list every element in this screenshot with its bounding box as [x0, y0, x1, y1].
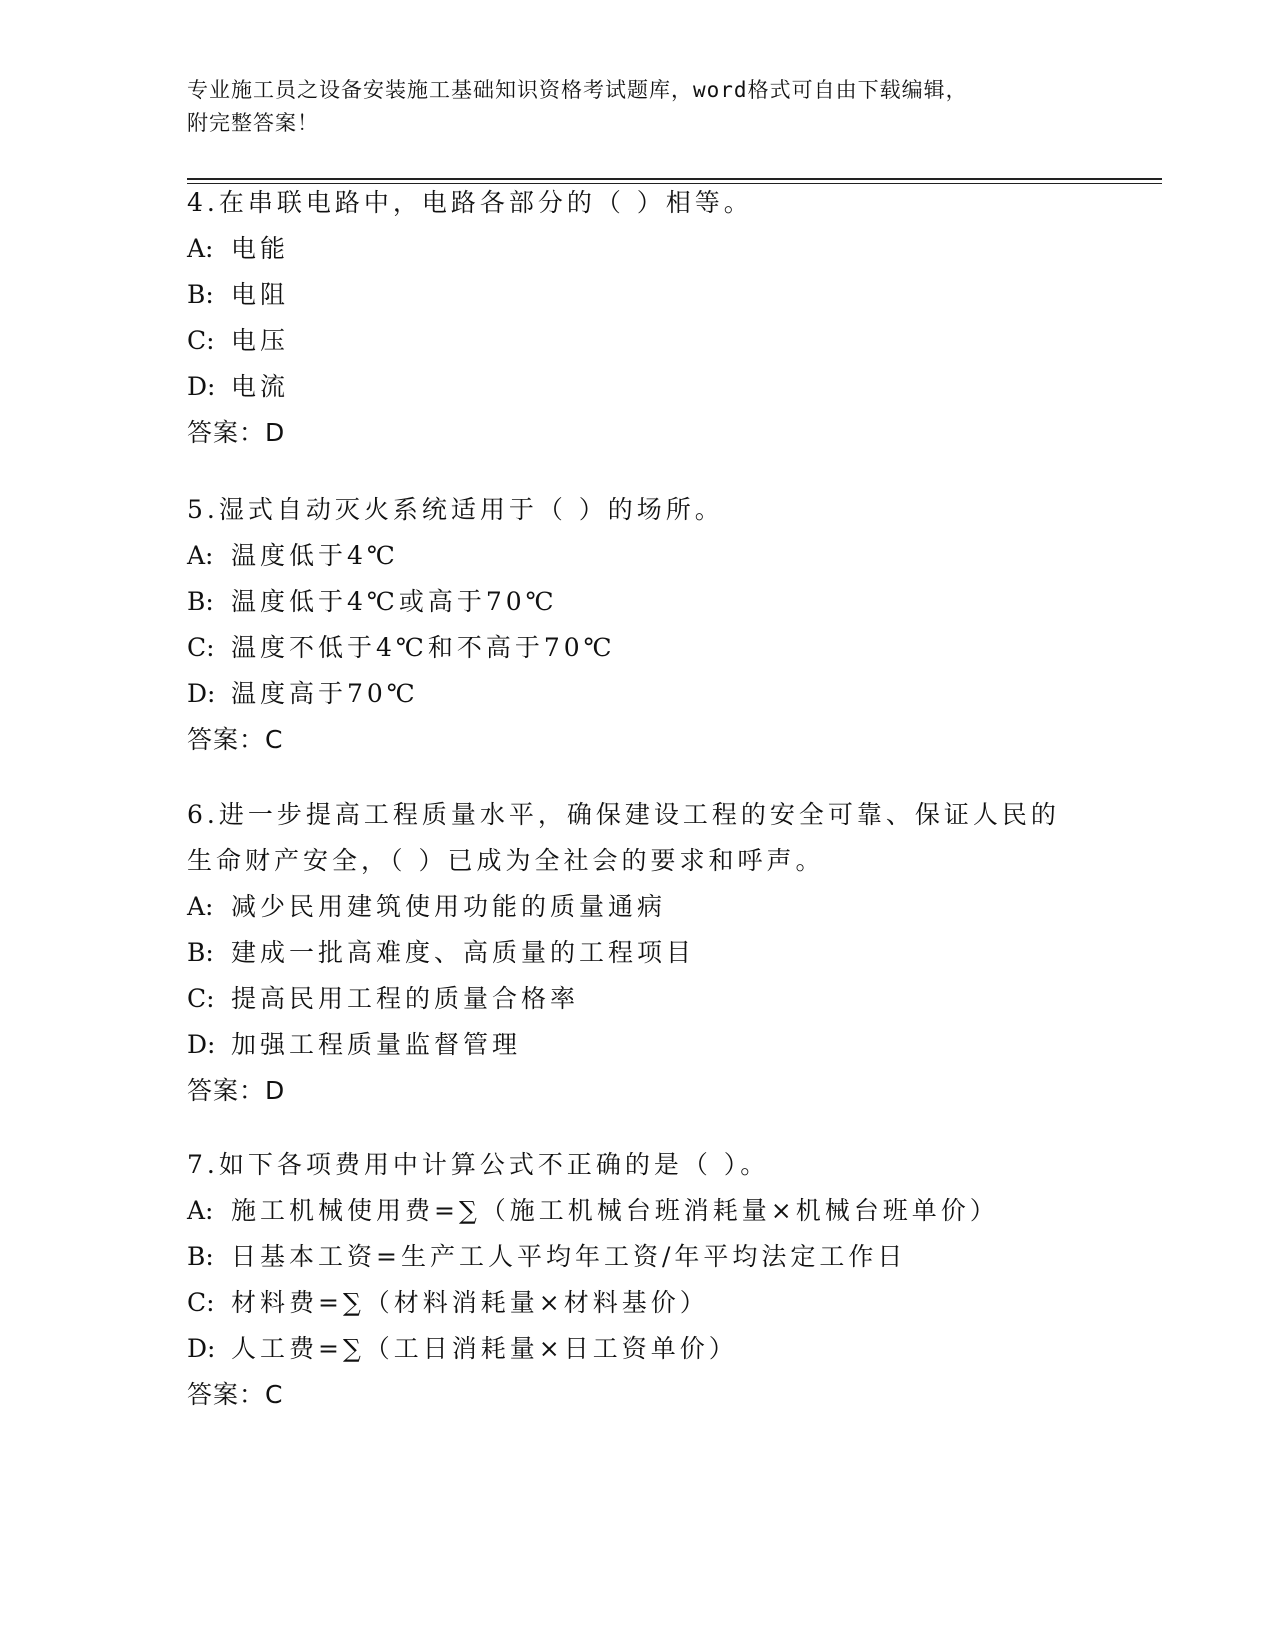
header-line-2: 附完整答案！: [187, 111, 319, 135]
option-b: [187, 930, 1162, 976]
option-key: D:: [187, 679, 216, 708]
option-text: 日基本工资=生产工人平均年工资/年平均法定工作日: [231, 1242, 907, 1271]
question-stem-line: 7.如下各项费用中计算公式不正确的是（ ）。: [187, 1150, 770, 1179]
option-b: [187, 272, 1162, 318]
document-page: [187, 0, 1162, 1650]
option-key: B:: [187, 938, 214, 967]
option-d: [187, 364, 1162, 410]
option-key: A:: [187, 234, 214, 263]
option-d: [187, 671, 1162, 717]
option-text: 提高民用工程的质量合格率: [231, 984, 580, 1013]
question-5: [187, 487, 1162, 763]
option-a: [187, 533, 1162, 579]
option-text: 建成一批高难度、高质量的工程项目: [231, 938, 696, 967]
answer-line: 答案：D: [187, 418, 286, 447]
option-key: B:: [187, 587, 214, 616]
question-stem-line: 5.湿式自动灭火系统适用于（ ）的场所。: [187, 495, 724, 524]
option-d: [187, 1022, 1162, 1068]
question-stem: [187, 487, 1162, 533]
option-d: [187, 1326, 1162, 1372]
option-c: [187, 976, 1162, 1022]
option-key: D:: [187, 1030, 216, 1059]
option-b: [187, 579, 1162, 625]
option-key: A:: [187, 541, 214, 570]
option-text: 温度低于4℃或高于70℃: [231, 587, 558, 616]
option-c: [187, 1280, 1162, 1326]
option-key: C:: [187, 633, 215, 662]
option-c: [187, 318, 1162, 364]
option-key: B:: [187, 1242, 214, 1271]
question-stem-line: 6.进一步提高工程质量水平，确保建设工程的安全可靠、保证人民的: [187, 800, 1060, 829]
option-text: 温度低于4℃: [231, 541, 399, 570]
option-text: 温度高于70℃: [231, 679, 419, 708]
question-4: [187, 180, 1162, 456]
option-text: 减少民用建筑使用功能的质量通病: [231, 892, 667, 921]
option-key: D:: [187, 372, 216, 401]
option-key: C:: [187, 326, 215, 355]
option-text: 电流: [231, 372, 290, 401]
option-text: 电压: [231, 326, 290, 355]
question-stem-line: 生命财产安全，（ ）已成为全社会的要求和呼声。: [187, 846, 825, 875]
header-line-1: 专业施工员之设备安装施工基础知识资格考试题库，word格式可自由下载编辑，: [187, 78, 968, 102]
answer-line: 答案：C: [187, 1380, 284, 1409]
option-text: 材料费=∑（材料消耗量×材料基价）: [231, 1288, 709, 1317]
option-key: A:: [187, 1196, 214, 1225]
option-text: 温度不低于4℃和不高于70℃: [231, 633, 616, 662]
option-text: 人工费=∑（工日消耗量×日工资单价）: [231, 1334, 738, 1363]
option-key: C:: [187, 1288, 215, 1317]
question-6: [187, 792, 1162, 1114]
option-text: 施工机械使用费=∑（施工机械台班消耗量×机械台班单价）: [231, 1196, 999, 1225]
option-text: 电能: [231, 234, 290, 263]
option-b: [187, 1234, 1162, 1280]
option-text: 电阻: [231, 280, 290, 309]
option-c: [187, 625, 1162, 671]
option-a: [187, 226, 1162, 272]
option-key: B:: [187, 280, 214, 309]
question-stem: [187, 792, 1162, 884]
option-key: C:: [187, 984, 215, 1013]
question-stem: [187, 180, 1162, 226]
document-header: [187, 74, 1057, 140]
option-key: D:: [187, 1334, 216, 1363]
question-stem: [187, 1142, 1162, 1188]
answer-line: 答案：D: [187, 1076, 286, 1105]
answer-line: 答案：C: [187, 725, 284, 754]
option-a: [187, 884, 1162, 930]
option-a: [187, 1188, 1162, 1234]
option-key: A:: [187, 892, 214, 921]
option-text: 加强工程质量监督管理: [231, 1030, 522, 1059]
question-7: [187, 1142, 1162, 1418]
question-stem-line: 4.在串联电路中，电路各部分的（ ）相等。: [187, 188, 753, 217]
